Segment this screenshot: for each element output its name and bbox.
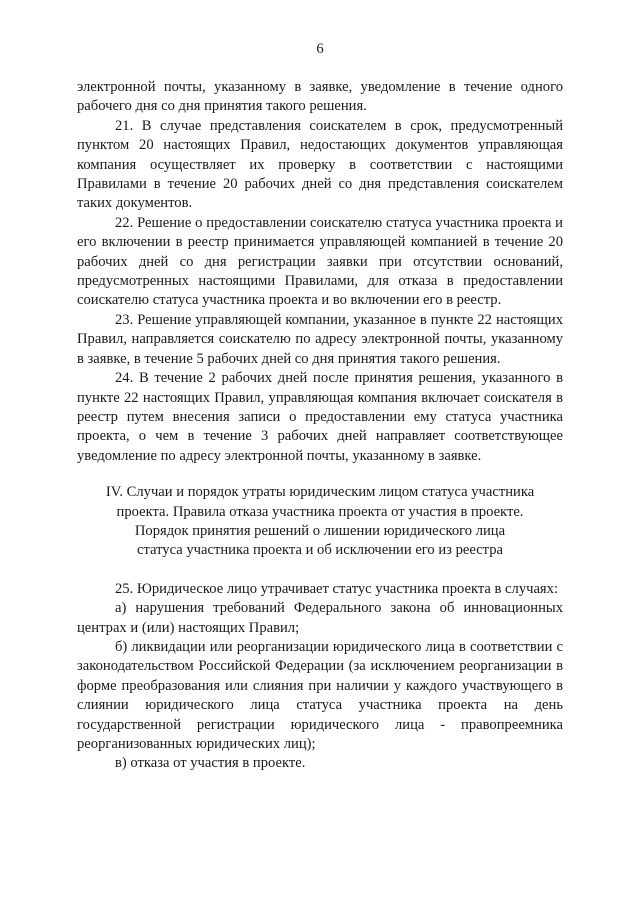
paragraph-25: 25. Юридическое лицо утрачивает статус участника проекта в случаях: <box>115 580 558 597</box>
page-number: 6 <box>316 41 324 57</box>
paragraph-25-item-b: б) ликвидации или реорганизации юридического лица в соответствии с законодательством Российской Федерации (за исключением реорганизации в форме преобразования или слияния при наличии у каждого участвующего в слиянии юридического лица статуса участника проекта на день государственной регистрации юридического лица - правопреемника реорганизованных юридических лиц); <box>77 638 563 752</box>
document-body <box>77 78 563 774</box>
paragraph-20-continuation: электронной почты, указанному в заявке, уведомление в течение одного рабочего дня со дня принятия такого решения. <box>77 79 563 115</box>
paragraph-25-item-a: а) нарушения требований Федерального закона об инновационных центрах и (или) настоящих Правил; <box>77 600 563 636</box>
paragraph-23: 23. Решение управляющей компании, указанное в пункте 22 настоящих Правил, направляется соискателю по адресу электронной почты, указанному в заявке, в течение 5 рабочих дней со дня принятия такого решения. <box>77 311 563 367</box>
section-heading-line: статуса участника проекта и об исключении его из реестра <box>136 542 504 559</box>
section-heading <box>77 483 563 561</box>
paragraph-24: 24. В течение 2 рабочих дней после принятия решения, указанного в пункте 22 настоящих Правил, управляющая компания включает соискателя в реестр путем внесения записи о предоставлении ему статуса участника проекта, о чем в течение 3 рабочих дней направляет соответствующее уведомление по адресу электронной почты, указанному в заявке. <box>77 370 563 464</box>
section-heading-line: IV. Случаи и порядок утраты юридическим лицом статуса участника <box>105 484 535 501</box>
paragraph-22: 22. Решение о предоставлении соискателю статуса участника проекта и его включении в реестр принимается управляющей компанией в течение 20 рабочих дней со дня регистрации заявки при отсутствии оснований, предусмотренных настоящими Правилами, для отказа в предоставлении соискателю статуса участника проекта и во включении его в реестр. <box>77 214 563 309</box>
paragraph-21: 21. В случае представления соискателем в срок, предусмотренный пунктом 20 настоящих Правил, недостающих документов управляющая компания осуществляет их проверку в соответствии с настоящими Правилами в течение 20 рабочих дней со дня представления соискателем таких документов. <box>77 117 563 212</box>
paragraph-25-item-c: в) отказа от участия в проекте. <box>115 755 306 772</box>
section-heading-line: проекта. Правила отказа участника проекта от участия в проекте. <box>116 503 524 520</box>
section-heading-line: Порядок принятия решений о лишении юридического лица <box>134 522 506 539</box>
